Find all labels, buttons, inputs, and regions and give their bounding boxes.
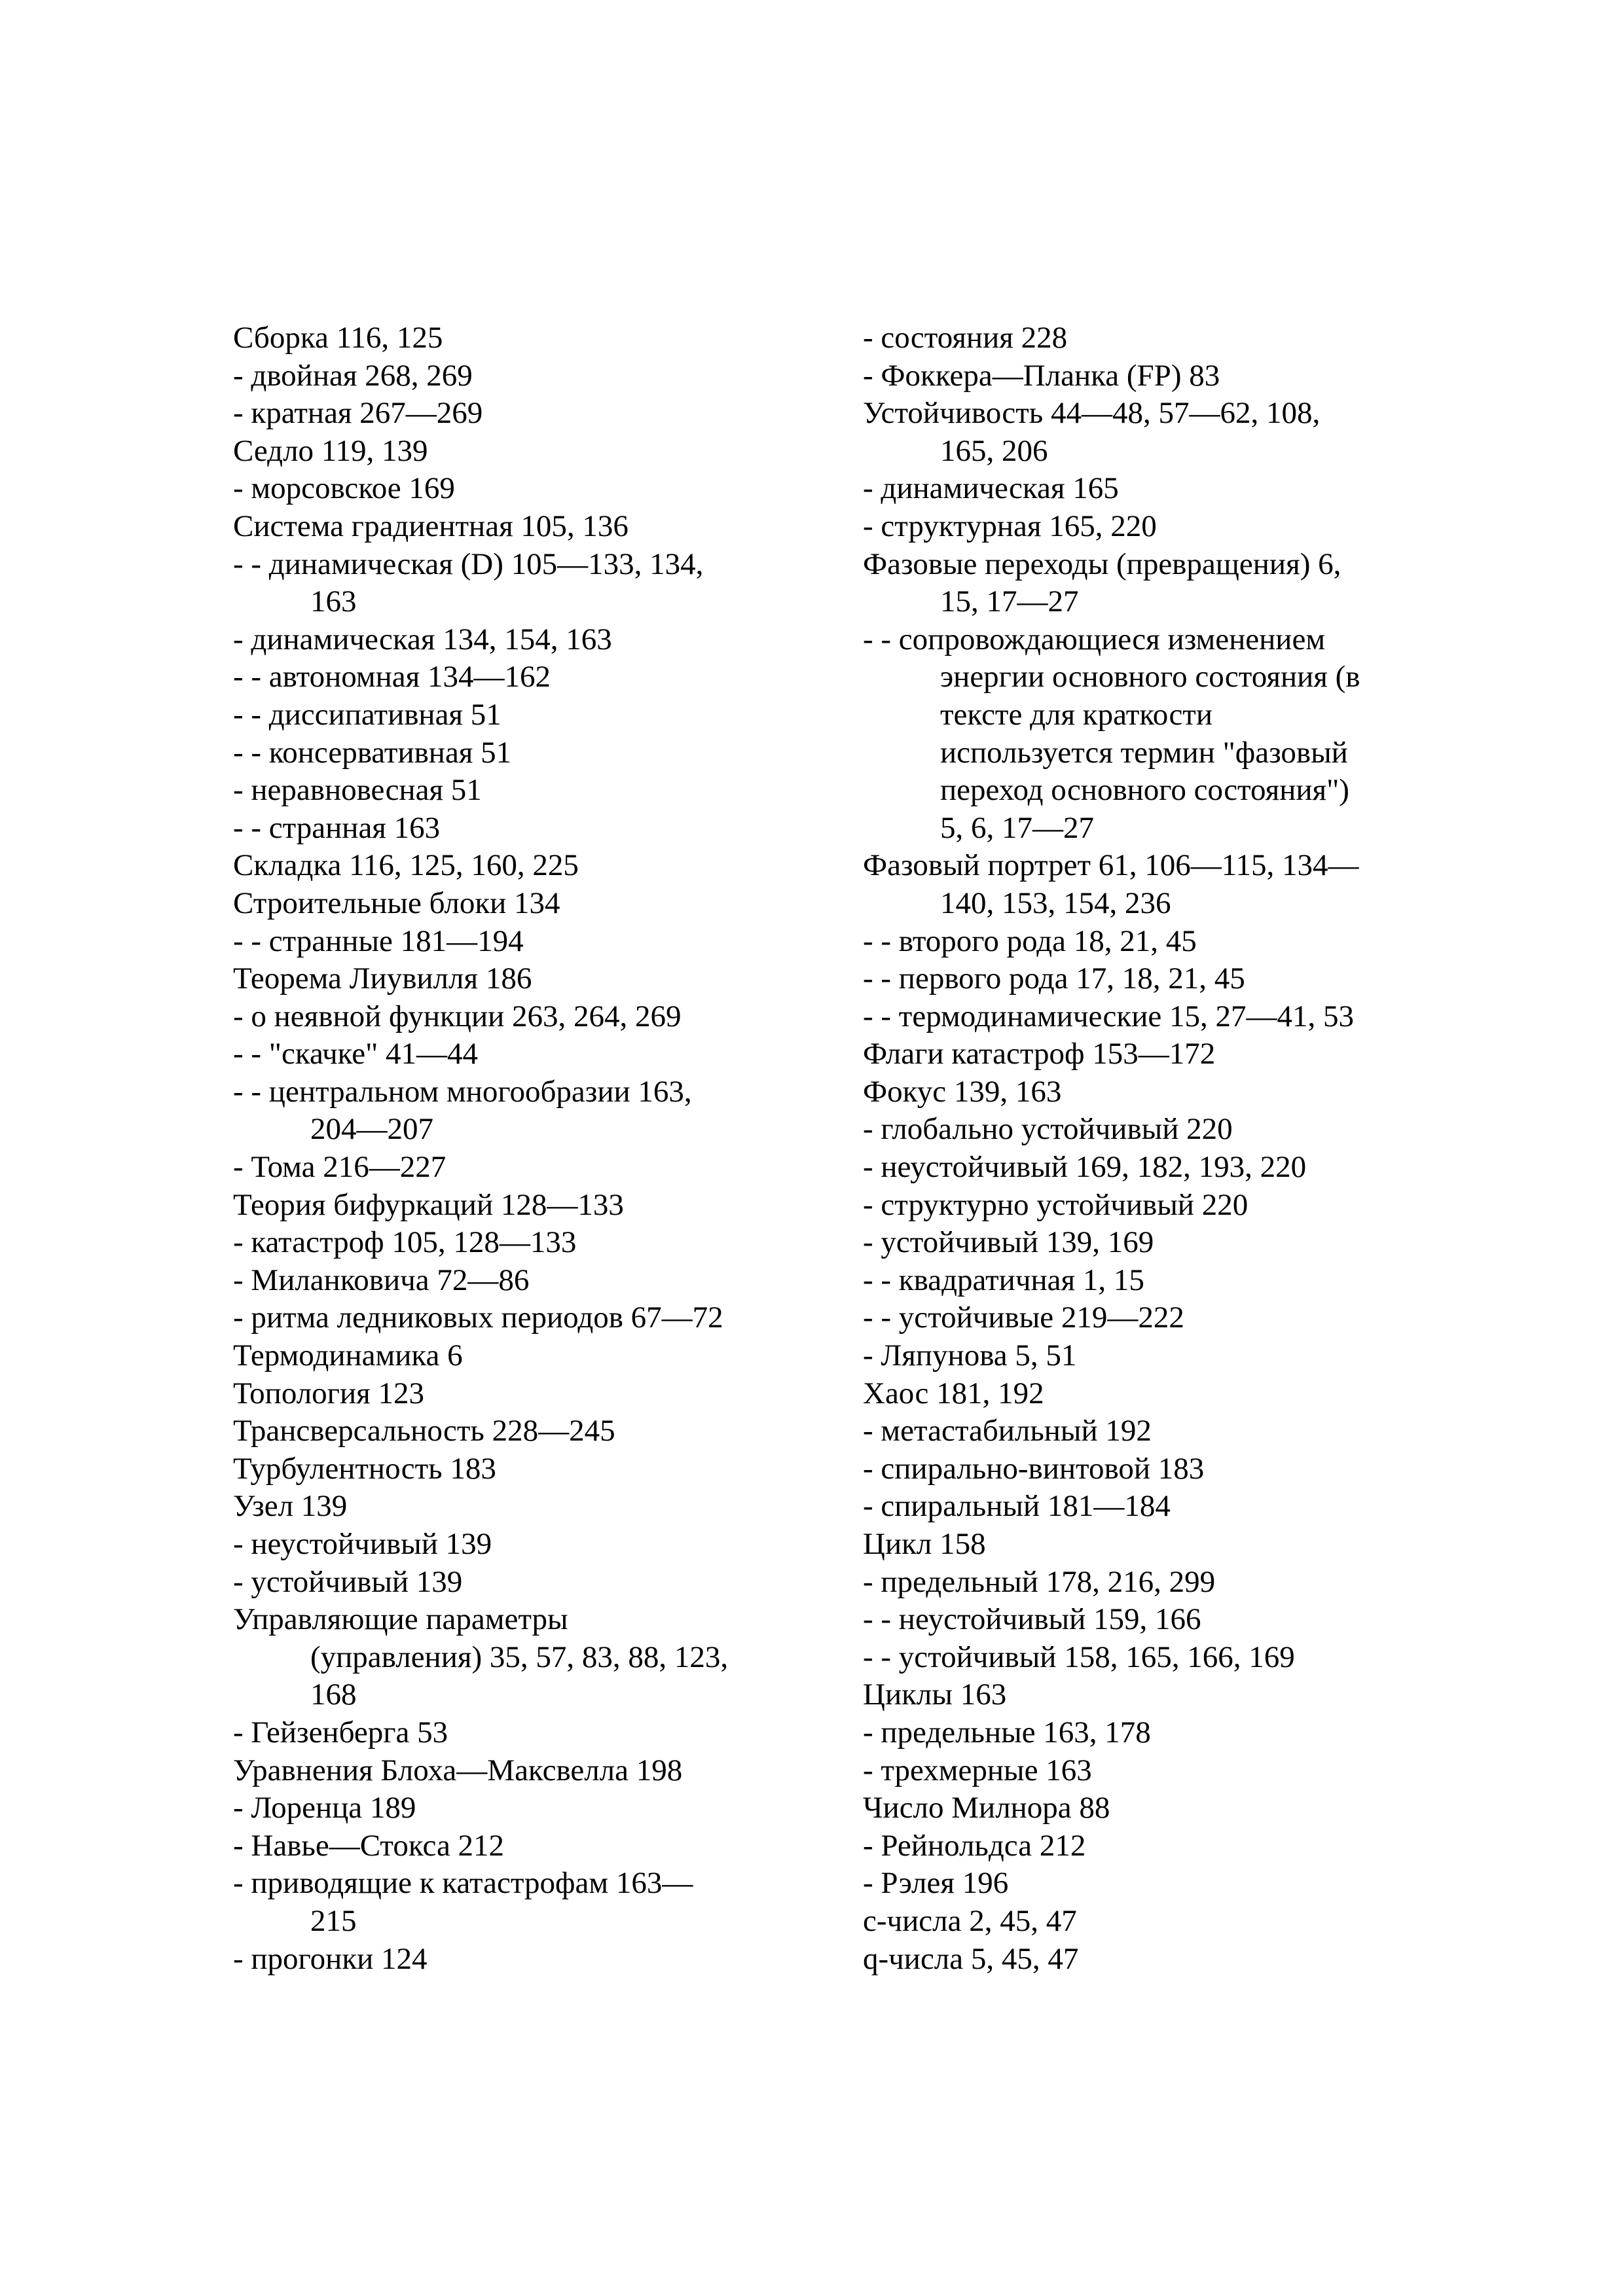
index-entry xyxy=(233,1073,822,1149)
index-entry-text: - Миланковича 72—86 xyxy=(233,1263,530,1297)
index-entry-continuation: 5, 6, 17—27 xyxy=(940,810,1094,845)
index-entry-text: - - странная 163 xyxy=(233,810,441,845)
index-entry xyxy=(233,546,822,621)
index-entry-text: - - термодинамические 15, 27—41, 53 xyxy=(863,999,1354,1033)
index-entry xyxy=(863,1639,1465,1677)
index-entry xyxy=(863,1865,1465,1903)
index-entry xyxy=(863,1375,1465,1413)
index-entry-text: - глобально устойчивый 220 xyxy=(863,1112,1233,1147)
index-entry-text: - - квадратичная 1, 15 xyxy=(863,1263,1144,1297)
index-entry-text: Узел 139 xyxy=(233,1489,348,1524)
index-entry xyxy=(233,470,822,508)
index-entry-text: - - второго рода 18, 21, 45 xyxy=(863,924,1197,958)
index-entry xyxy=(863,319,1465,357)
index-entry-text: - - устойчивый 158, 165, 166, 169 xyxy=(863,1640,1295,1674)
index-entry xyxy=(233,658,822,696)
index-entry xyxy=(233,1714,822,1752)
index-entry-text: Теорема Лиувилля 186 xyxy=(233,961,532,996)
index-entry xyxy=(863,1337,1465,1375)
index-entry-text: - приводящие к катастрофам 163— xyxy=(233,1866,693,1901)
index-entry-text: - состояния 228 xyxy=(863,321,1068,355)
index-entry-text: - предельные 163, 178 xyxy=(863,1715,1151,1749)
index-entry-text: - динамическая 134, 154, 163 xyxy=(233,622,612,656)
index-entry-text: - трехмерные 163 xyxy=(863,1753,1092,1787)
index-entry xyxy=(233,1262,822,1300)
index-entry xyxy=(233,357,822,395)
index-entry-text: - Гейзенберга 53 xyxy=(233,1715,448,1749)
index-entry-continuation: 140, 153, 154, 236 xyxy=(940,886,1171,920)
index-entry-text: - неустойчивый 139 xyxy=(233,1527,492,1561)
index-entry-continuation: (управления) 35, 57, 83, 88, 123, xyxy=(310,1640,729,1674)
index-entry xyxy=(863,1299,1465,1337)
index-entry-text: - - устойчивые 219—222 xyxy=(863,1300,1184,1335)
index-entry-text: - неравновесная 51 xyxy=(233,773,482,808)
index-entry xyxy=(233,960,822,998)
index-entry-text: Фазовый портрет 61, 106—115, 134— xyxy=(863,848,1359,883)
index-entry-text: - Ляпунова 5, 51 xyxy=(863,1338,1077,1373)
index-entry xyxy=(233,885,822,923)
index-entry-text: - динамическая 165 xyxy=(863,471,1119,506)
index-entry-continuation: 163 xyxy=(310,584,357,619)
index-entry xyxy=(863,1488,1465,1526)
index-entry xyxy=(233,772,822,810)
index-entry xyxy=(233,1789,822,1827)
index-entry xyxy=(863,1903,1465,1941)
index-entry-text: Турбулентность 183 xyxy=(233,1451,496,1486)
index-entry-text: - - "скачке" 41—44 xyxy=(233,1037,479,1071)
index-entry xyxy=(233,923,822,961)
index-entry-text: - прогонки 124 xyxy=(233,1941,428,1976)
index-entry-text: - метастабильный 192 xyxy=(863,1414,1152,1448)
index-entry xyxy=(863,470,1465,508)
index-entry-text: - Навье—Стокса 212 xyxy=(233,1828,505,1863)
index-entry-text: - спиральный 181—184 xyxy=(863,1489,1171,1524)
index-entry xyxy=(863,1564,1465,1602)
index-entry xyxy=(863,847,1465,922)
index-entry-text: Фазовые переходы (превращения) 6, xyxy=(863,547,1341,581)
index-entry xyxy=(233,1412,822,1450)
index-entry-text: - - первого рода 17, 18, 21, 45 xyxy=(863,961,1245,996)
index-entry xyxy=(233,1601,822,1714)
index-entry xyxy=(863,998,1465,1036)
index-entry xyxy=(863,1676,1465,1714)
index-entry xyxy=(863,1224,1465,1262)
index-entry-text: Сборка 116, 125 xyxy=(233,321,443,355)
index-entry xyxy=(863,357,1465,395)
index-entry-text: - кратная 267—269 xyxy=(233,396,483,431)
index-entry xyxy=(863,1035,1465,1073)
index-entry-text: Система градиентная 105, 136 xyxy=(233,509,629,543)
index-entry-continuation: 165, 206 xyxy=(940,433,1048,468)
index-entry-text: - Рейнольдса 212 xyxy=(863,1828,1086,1863)
index-entry-text: Уравнения Блоха—Максвелла 198 xyxy=(233,1753,683,1787)
index-column-left xyxy=(233,319,822,1978)
index-entry xyxy=(863,1149,1465,1187)
index-entry-text: Теория бифуркаций 128—133 xyxy=(233,1187,624,1222)
index-entry xyxy=(863,1450,1465,1488)
index-entry-text: - структурно устойчивый 220 xyxy=(863,1187,1249,1222)
index-entry-text: Трансверсальность 228—245 xyxy=(233,1414,615,1448)
index-entry xyxy=(863,395,1465,470)
index-entry xyxy=(863,1526,1465,1564)
index-entry xyxy=(863,1752,1465,1790)
index-entry-text: - двойная 268, 269 xyxy=(233,358,473,393)
index-entry-text: Число Милнора 88 xyxy=(863,1791,1110,1825)
index-entry-continuation: 15, 17—27 xyxy=(940,584,1079,619)
index-entry xyxy=(233,847,822,885)
index-entry xyxy=(233,1149,822,1187)
index-entry-text: - - автономная 134—162 xyxy=(233,660,551,694)
index-entry-text: - предельный 178, 216, 299 xyxy=(863,1564,1216,1599)
index-column-right xyxy=(863,319,1465,1978)
index-entry xyxy=(233,1224,822,1262)
index-entry-continuation: 204—207 xyxy=(310,1112,433,1147)
index-entry xyxy=(233,734,822,772)
index-entry xyxy=(233,508,822,546)
index-entry xyxy=(233,1526,822,1564)
index-entry-text: с-числа 2, 45, 47 xyxy=(863,1903,1077,1938)
index-entry-text: - - неустойчивый 159, 166 xyxy=(863,1602,1201,1637)
index-entry-text: - неустойчивый 169, 182, 193, 220 xyxy=(863,1150,1307,1185)
index-entry-continuation: энергии основного состояния (в xyxy=(940,660,1360,694)
index-entry xyxy=(233,1299,822,1337)
index-entry xyxy=(863,1714,1465,1752)
index-entry xyxy=(233,1450,822,1488)
index-entry-continuation: 215 xyxy=(310,1903,357,1938)
index-entry-text: Строительные блоки 134 xyxy=(233,886,560,920)
index-entry xyxy=(233,1752,822,1790)
index-entry-text: Флаги катастроф 153—172 xyxy=(863,1037,1216,1071)
index-entry-text: Цикл 158 xyxy=(863,1527,986,1561)
index-entry xyxy=(863,1789,1465,1827)
index-entry-continuation: 168 xyxy=(310,1677,357,1712)
index-entry xyxy=(863,960,1465,998)
index-entry xyxy=(863,1073,1465,1111)
index-entry xyxy=(863,1601,1465,1639)
index-entry-text: Управляющие параметры xyxy=(233,1602,568,1637)
index-entry-text: - - диссипативная 51 xyxy=(233,697,501,732)
index-entry xyxy=(233,1865,822,1940)
index-entry-text: - - странные 181—194 xyxy=(233,924,524,958)
index-entry xyxy=(863,1187,1465,1225)
index-entry-continuation: переход основного состояния") xyxy=(940,773,1349,808)
index-entry-text: - о неявной функции 263, 264, 269 xyxy=(233,999,682,1033)
index-entry-text: - устойчивый 139 xyxy=(233,1564,463,1599)
index-entry xyxy=(863,1941,1465,1979)
index-entry xyxy=(233,395,822,433)
index-entry-text: Циклы 163 xyxy=(863,1677,1007,1712)
index-entry xyxy=(233,696,822,734)
index-entry xyxy=(863,923,1465,961)
index-entry-text: - Тома 216—227 xyxy=(233,1150,447,1185)
index-entry-text: - структурная 165, 220 xyxy=(863,509,1157,543)
index-entry-text: - Лоренца 189 xyxy=(233,1791,416,1825)
index-entry xyxy=(863,1412,1465,1450)
index-entry-text: Складка 116, 125, 160, 225 xyxy=(233,848,579,883)
index-entry xyxy=(233,998,822,1036)
index-entry-text: Седло 119, 139 xyxy=(233,433,428,468)
index-entry xyxy=(233,1375,822,1413)
index-entry-text: - Фоккера—Планка (FP) 83 xyxy=(863,358,1220,393)
index-entry-text: - - консервативная 51 xyxy=(233,735,512,770)
index-entry xyxy=(233,433,822,471)
index-entry xyxy=(233,1827,822,1865)
index-entry-text: - Рэлея 196 xyxy=(863,1866,1009,1901)
index-entry xyxy=(233,810,822,848)
index-entry xyxy=(233,1941,822,1979)
index-entry xyxy=(233,319,822,357)
index-entry xyxy=(233,1337,822,1375)
index-entry xyxy=(863,621,1465,848)
index-entry xyxy=(863,546,1465,621)
index-entry xyxy=(863,1111,1465,1149)
index-entry xyxy=(863,1262,1465,1300)
index-entry-continuation: тексте для краткости xyxy=(940,697,1213,732)
index-entry-text: - морсовское 169 xyxy=(233,471,455,506)
index-entry-continuation: используется термин "фазовый xyxy=(940,735,1348,770)
index-entry-text: - катастроф 105, 128—133 xyxy=(233,1225,577,1260)
index-entry-text: Термодинамика 6 xyxy=(233,1338,463,1373)
index-entry-text: Устойчивость 44—48, 57—62, 108, xyxy=(863,396,1321,431)
index-entry-text: - спирально-винтовой 183 xyxy=(863,1451,1205,1486)
index-entry xyxy=(863,508,1465,546)
index-entry xyxy=(233,1187,822,1225)
index-entry-text: Хаос 181, 192 xyxy=(863,1376,1044,1410)
index-entry xyxy=(863,1827,1465,1865)
index-entry-text: - - центральном многообразии 163, xyxy=(233,1074,692,1109)
index-entry xyxy=(233,1488,822,1526)
index-entry-text: q-числа 5, 45, 47 xyxy=(863,1941,1079,1976)
index-entry-text: - - динамическая (D) 105—133, 134, xyxy=(233,547,704,581)
index-entry-text: Фокус 139, 163 xyxy=(863,1074,1062,1109)
index-entry-text: - ритма ледниковых периодов 67—72 xyxy=(233,1300,723,1335)
index-entry xyxy=(233,1035,822,1073)
index-entry-text: - - сопровождающиеся изменением xyxy=(863,622,1326,656)
index-entry xyxy=(233,621,822,659)
index-entry xyxy=(233,1564,822,1602)
index-entry-text: Топология 123 xyxy=(233,1376,424,1410)
index-entry-text: - устойчивый 139, 169 xyxy=(863,1225,1154,1260)
